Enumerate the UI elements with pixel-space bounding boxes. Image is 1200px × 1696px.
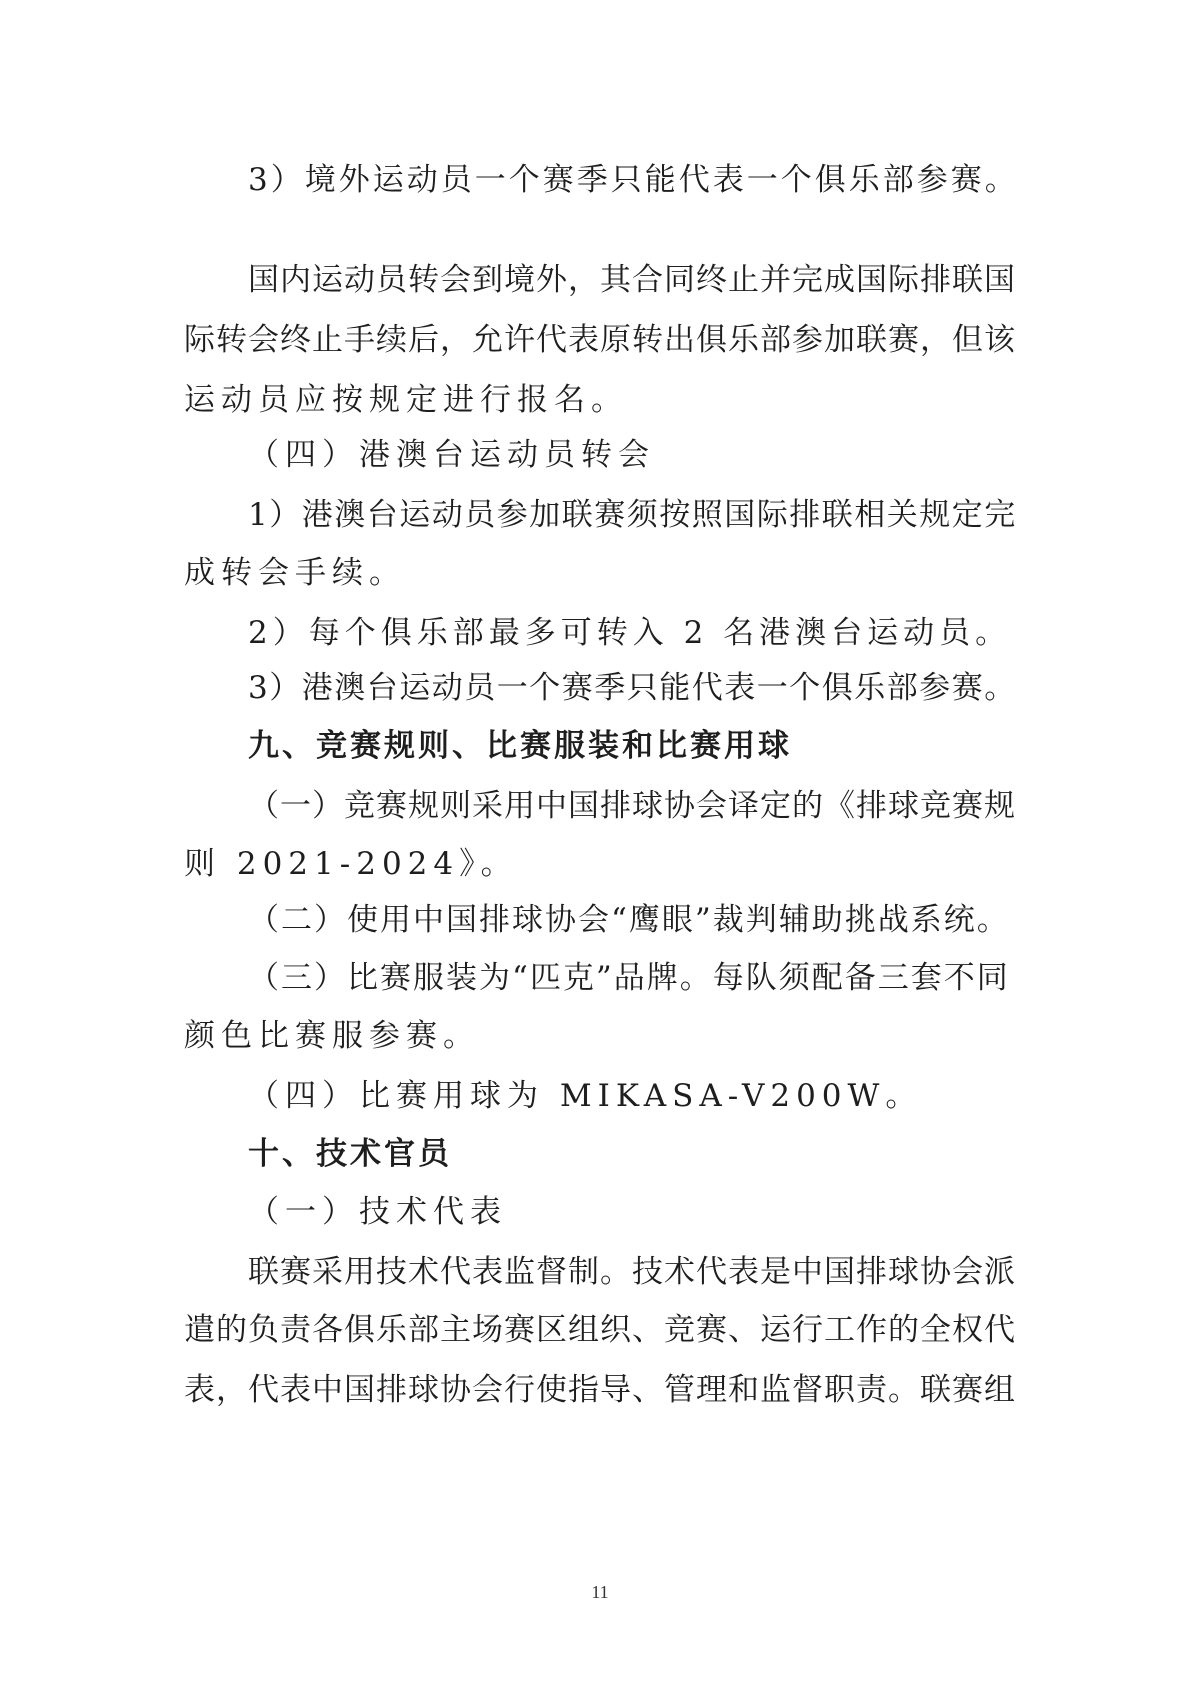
paragraph-line: （四）比赛用球为 MIKASA-V200W。 xyxy=(248,1078,923,1114)
chapter-heading: 九、竞赛规则、比赛服装和比赛用球 xyxy=(248,728,792,764)
chapter-heading: 十、技术官员 xyxy=(248,1136,452,1172)
paragraph-line: （三）比赛服装为“匹克”品牌。每队须配备三套不同 xyxy=(248,960,1010,996)
paragraph-line: 表，代表中国排球协会行使指导、管理和监督职责。联赛组 xyxy=(184,1372,1016,1408)
paragraph-line: 际转会终止手续后，允许代表原转出俱乐部参加联赛，但该 xyxy=(184,322,1016,358)
paragraph-line: 1）港澳台运动员参加联赛须按照国际排联相关规定完 xyxy=(248,497,1017,533)
paragraph-line: 联赛采用技术代表监督制。技术代表是中国排球协会派 xyxy=(248,1254,1016,1290)
paragraph-line: 则 2021-2024》。 xyxy=(184,846,518,882)
paragraph-line: 遣的负责各俱乐部主场赛区组织、竞赛、运行工作的全权代 xyxy=(184,1312,1016,1348)
paragraph-line: 运动员应按规定进行报名。 xyxy=(184,382,628,418)
section-heading: （一）技术代表 xyxy=(248,1194,507,1230)
paragraph-line: 3）境外运动员一个赛季只能代表一个俱乐部参赛。 xyxy=(248,162,1019,198)
page-number: 11 xyxy=(591,1582,609,1602)
paragraph-line: 2）每个俱乐部最多可转入 2 名港澳台运动员。 xyxy=(248,615,1012,651)
section-heading: （四）港澳台运动员转会 xyxy=(248,437,655,473)
paragraph-line: 3）港澳台运动员一个赛季只能代表一个俱乐部参赛。 xyxy=(248,670,1017,706)
paragraph-line: 国内运动员转会到境外，其合同终止并完成国际排联国 xyxy=(248,262,1016,298)
paragraph-line: （一）竞赛规则采用中国排球协会译定的《排球竞赛规 xyxy=(248,788,1016,824)
paragraph-line: 颜色比赛服参赛。 xyxy=(184,1018,480,1054)
paragraph-line: （二）使用中国排球协会“鹰眼”裁判辅助挑战系统。 xyxy=(248,902,1010,938)
paragraph-line: 成转会手续。 xyxy=(184,555,406,591)
